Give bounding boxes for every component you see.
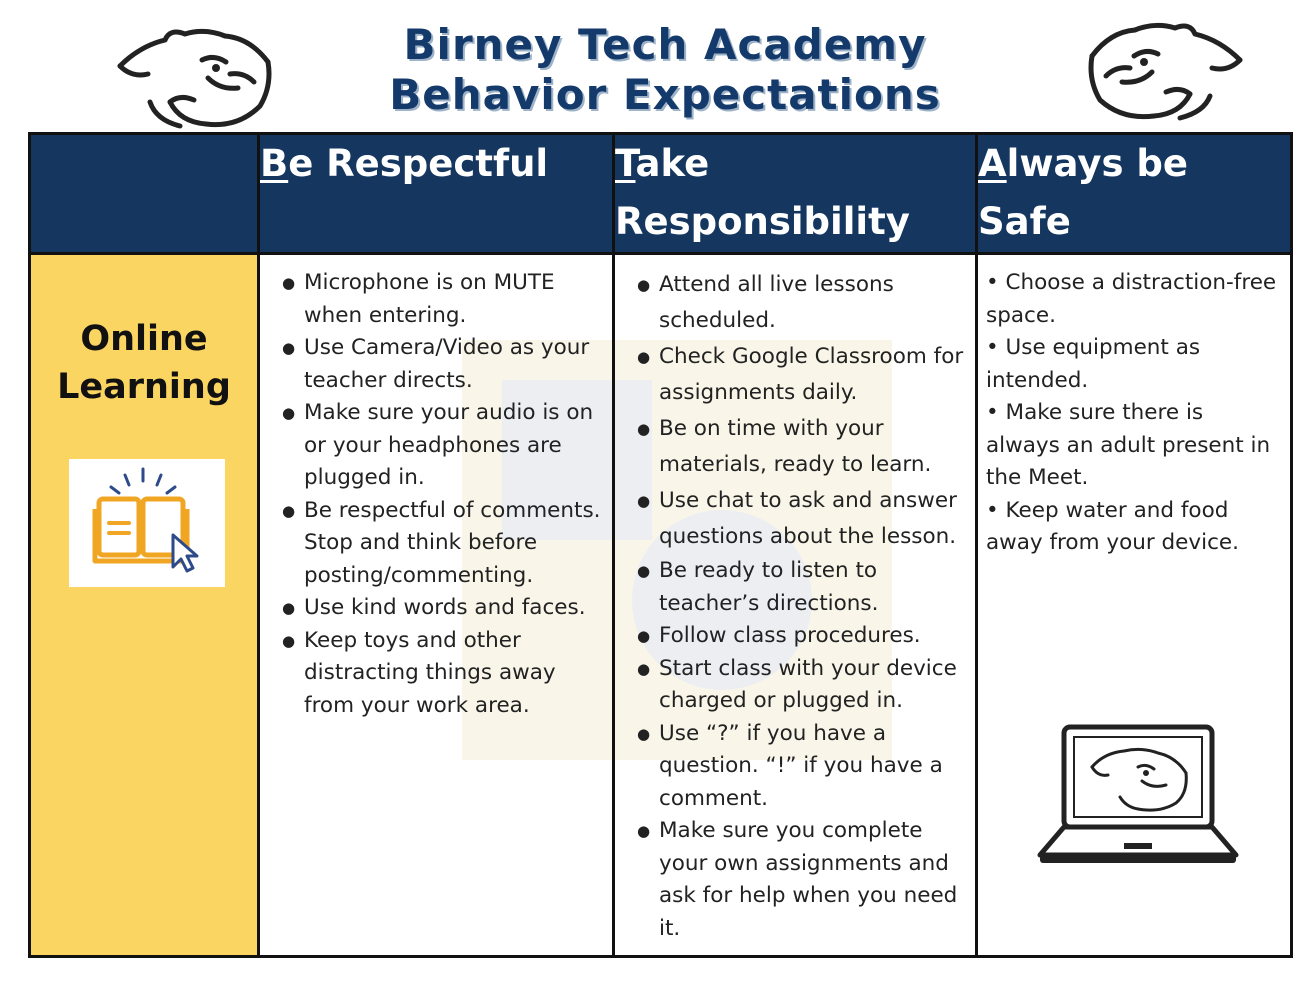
column-header-safe: [977, 134, 1292, 254]
list-item: ● Check Google Classroom for assignments daily.: [615, 339, 975, 411]
list-item: ● Attend all live lessons scheduled.: [615, 267, 975, 339]
list-item: ● Make sure you complete your own assignments and ask for help when you need it.: [615, 815, 975, 945]
header-initial: B: [260, 142, 289, 185]
list-item: ● Keep toys and other distracting things away from your work area.: [260, 625, 612, 723]
open-book-cursor-icon: [69, 459, 225, 587]
list-item: • Make sure there is always an adult present in the Meet.: [986, 400, 1271, 490]
header-row: [30, 134, 1292, 254]
online-learning-row: [30, 254, 1292, 957]
list-item: ● Microphone is on MUTE when entering.: [260, 267, 612, 332]
list-item: ● Be ready to listen to teacher’s directions.: [615, 555, 975, 620]
page-title: [300, 20, 1030, 120]
title-line-2: Behavior Expectations: [389, 70, 941, 119]
corner-cell: [30, 134, 259, 254]
responsibility-cell: [614, 254, 977, 957]
row-label-cell: [30, 254, 259, 957]
list-item: ● Start class with your device charged or plugged in.: [615, 653, 975, 718]
book-icon-box: [69, 459, 225, 587]
list-item: ● Be on time with your materials, ready to learn.: [615, 411, 975, 483]
list-item: ● Follow class procedures.: [615, 620, 975, 653]
respectful-cell: [259, 254, 614, 957]
page-header: [0, 0, 1316, 132]
row-label-line-2: Learning: [57, 367, 231, 407]
column-header-responsibility: [614, 134, 977, 254]
column-header-respectful: [259, 134, 614, 254]
safe-cell: [977, 254, 1292, 957]
row-label: [31, 315, 257, 411]
header-rest: ake Responsibility: [615, 142, 910, 243]
header-rest: e Respectful: [288, 142, 549, 185]
header-initial: T: [615, 142, 636, 185]
respectful-list: [260, 267, 612, 722]
header-rest: lways be Safe: [978, 142, 1188, 243]
list-item: ● Make sure your audio is on or your headphones are plugged in.: [260, 397, 612, 495]
list-item: ● Use kind words and faces.: [260, 592, 612, 625]
list-item: ● Be respectful of comments. Stop and think before posting/commenting.: [260, 495, 612, 593]
responsibility-list: [615, 267, 975, 945]
bulldog-logo-icon: [110, 16, 280, 132]
title-line-1: Birney Tech Academy: [403, 20, 927, 69]
list-item: ● Use “?” if you have a question. “!” if you have a comment.: [615, 718, 975, 816]
list-item: • Choose a distraction-free space.: [986, 270, 1277, 328]
laptop-bulldog-icon: [1034, 723, 1242, 867]
header-initial: A: [978, 142, 1007, 185]
list-item: • Keep water and food away from your device.: [986, 497, 1239, 555]
list-item: ● Use Camera/Video as your teacher directs.: [260, 332, 612, 397]
bulldog-logo-icon: [1080, 14, 1250, 124]
list-item: ● Use chat to ask and answer questions about the lesson.: [615, 483, 975, 555]
list-item: • Use equipment as intended.: [986, 335, 1201, 393]
behavior-matrix: [28, 132, 1293, 958]
row-label-line-1: Online: [80, 319, 208, 359]
